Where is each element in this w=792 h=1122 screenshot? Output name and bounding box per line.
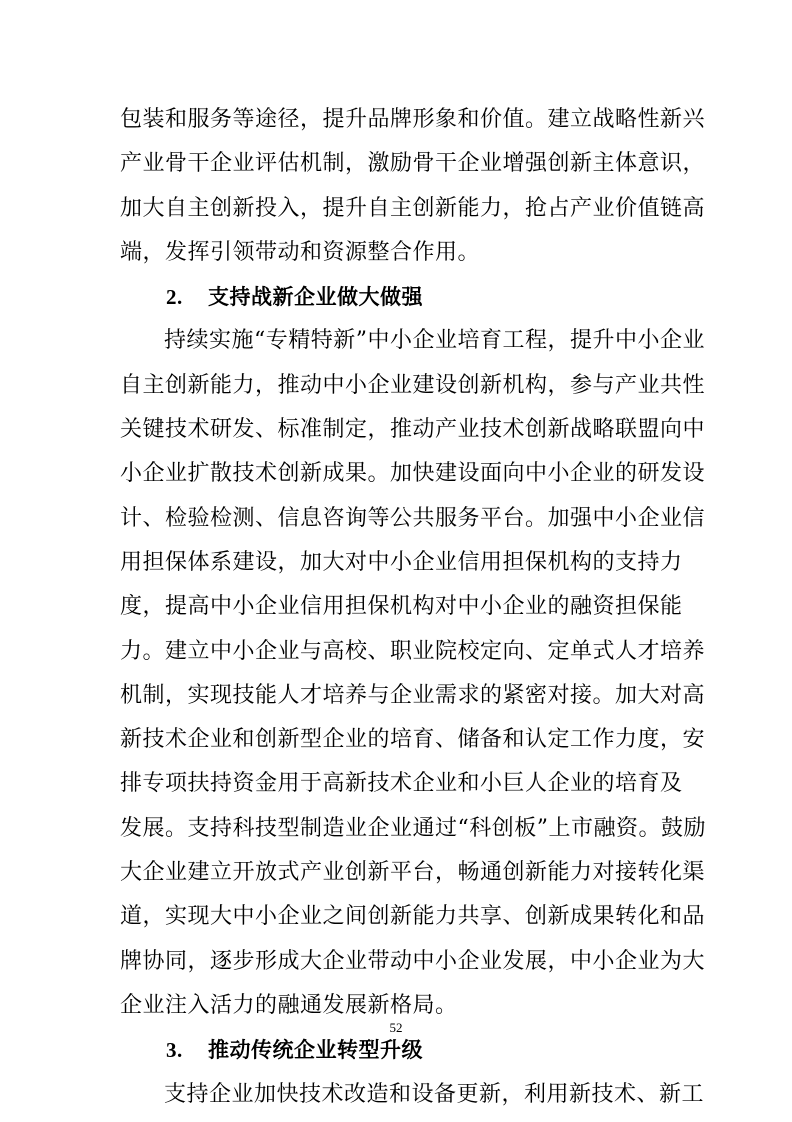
text-line: 排专项扶持资金用于高新技术企业和小巨人企业的培育及 xyxy=(120,771,683,797)
text-line: 端，发挥引领带动和资源整合作用。 xyxy=(120,239,481,265)
text-line: 力。建立中小企业与高校、职业院校定向、定单式人才培养 xyxy=(120,638,706,664)
text-line: 持续实施“专精特新”中小企业培育工程，提升中小企业 xyxy=(164,328,705,354)
text-line: 支持企业加快技术改造和设备更新，利用新技术、新工 xyxy=(164,1081,705,1107)
text-line: 用担保体系建设，加大对中小企业信用担保机构的支持力 xyxy=(120,549,683,575)
text-line: 小企业扩散技术创新成果。加快建设面向中小企业的研发设 xyxy=(120,461,706,487)
text-line: 关键技术研发、标准制定，推动产业技术创新战略联盟向中 xyxy=(120,417,706,443)
text-line: 发展。支持科技型制造业企业通过“科创板”上市融资。鼓励 xyxy=(120,815,706,841)
text-line: 产业骨干企业评估机制，激励骨干企业增强创新主体意识， xyxy=(120,151,706,177)
text-line: 牌协同，逐步形成大企业带动中小企业发展，中小企业为大 xyxy=(120,948,706,974)
section-number: 3. xyxy=(166,1038,183,1063)
text-line: 加大自主创新投入，提升自主创新能力，抢占产业价值链高 xyxy=(120,195,706,221)
section-3-paragraph xyxy=(120,1073,705,1117)
text-line: 新技术企业和创新型企业的培育、储备和认定工作力度，安 xyxy=(120,727,706,753)
section-number: 2. xyxy=(166,285,183,310)
text-line: 道，实现大中小企业之间创新能力共享、创新成果转化和品 xyxy=(120,904,706,930)
section-2-heading xyxy=(120,275,672,319)
intro-paragraph xyxy=(120,98,706,275)
text-line: 包装和服务等途径，提升品牌形象和价值。建立战略性新兴 xyxy=(120,107,706,132)
text-line: 计、检验检测、信息咨询等公共服务平台。加强中小企业信 xyxy=(120,505,706,531)
page-number: 52 xyxy=(389,1020,403,1035)
text-line: 大企业建立开放式产业创新平台，畅通创新能力对接转化渠 xyxy=(120,860,706,886)
text-line: 自主创新能力，推动中小企业建设创新机构，参与产业共性 xyxy=(120,372,706,398)
text-line: 机制，实现技能人才培养与企业需求的紧密对接。加大对高 xyxy=(120,682,706,708)
page-body xyxy=(120,98,706,1117)
text-line: 度，提高中小企业信用担保机构对中小企业的融资担保能 xyxy=(120,594,683,620)
text-line: 企业注入活力的融通发展新格局。 xyxy=(120,992,458,1018)
section-2-paragraph xyxy=(120,319,706,1028)
section-title: 推动传统企业转型升级 xyxy=(208,1037,423,1063)
section-title: 支持战新企业做大做强 xyxy=(208,284,423,310)
